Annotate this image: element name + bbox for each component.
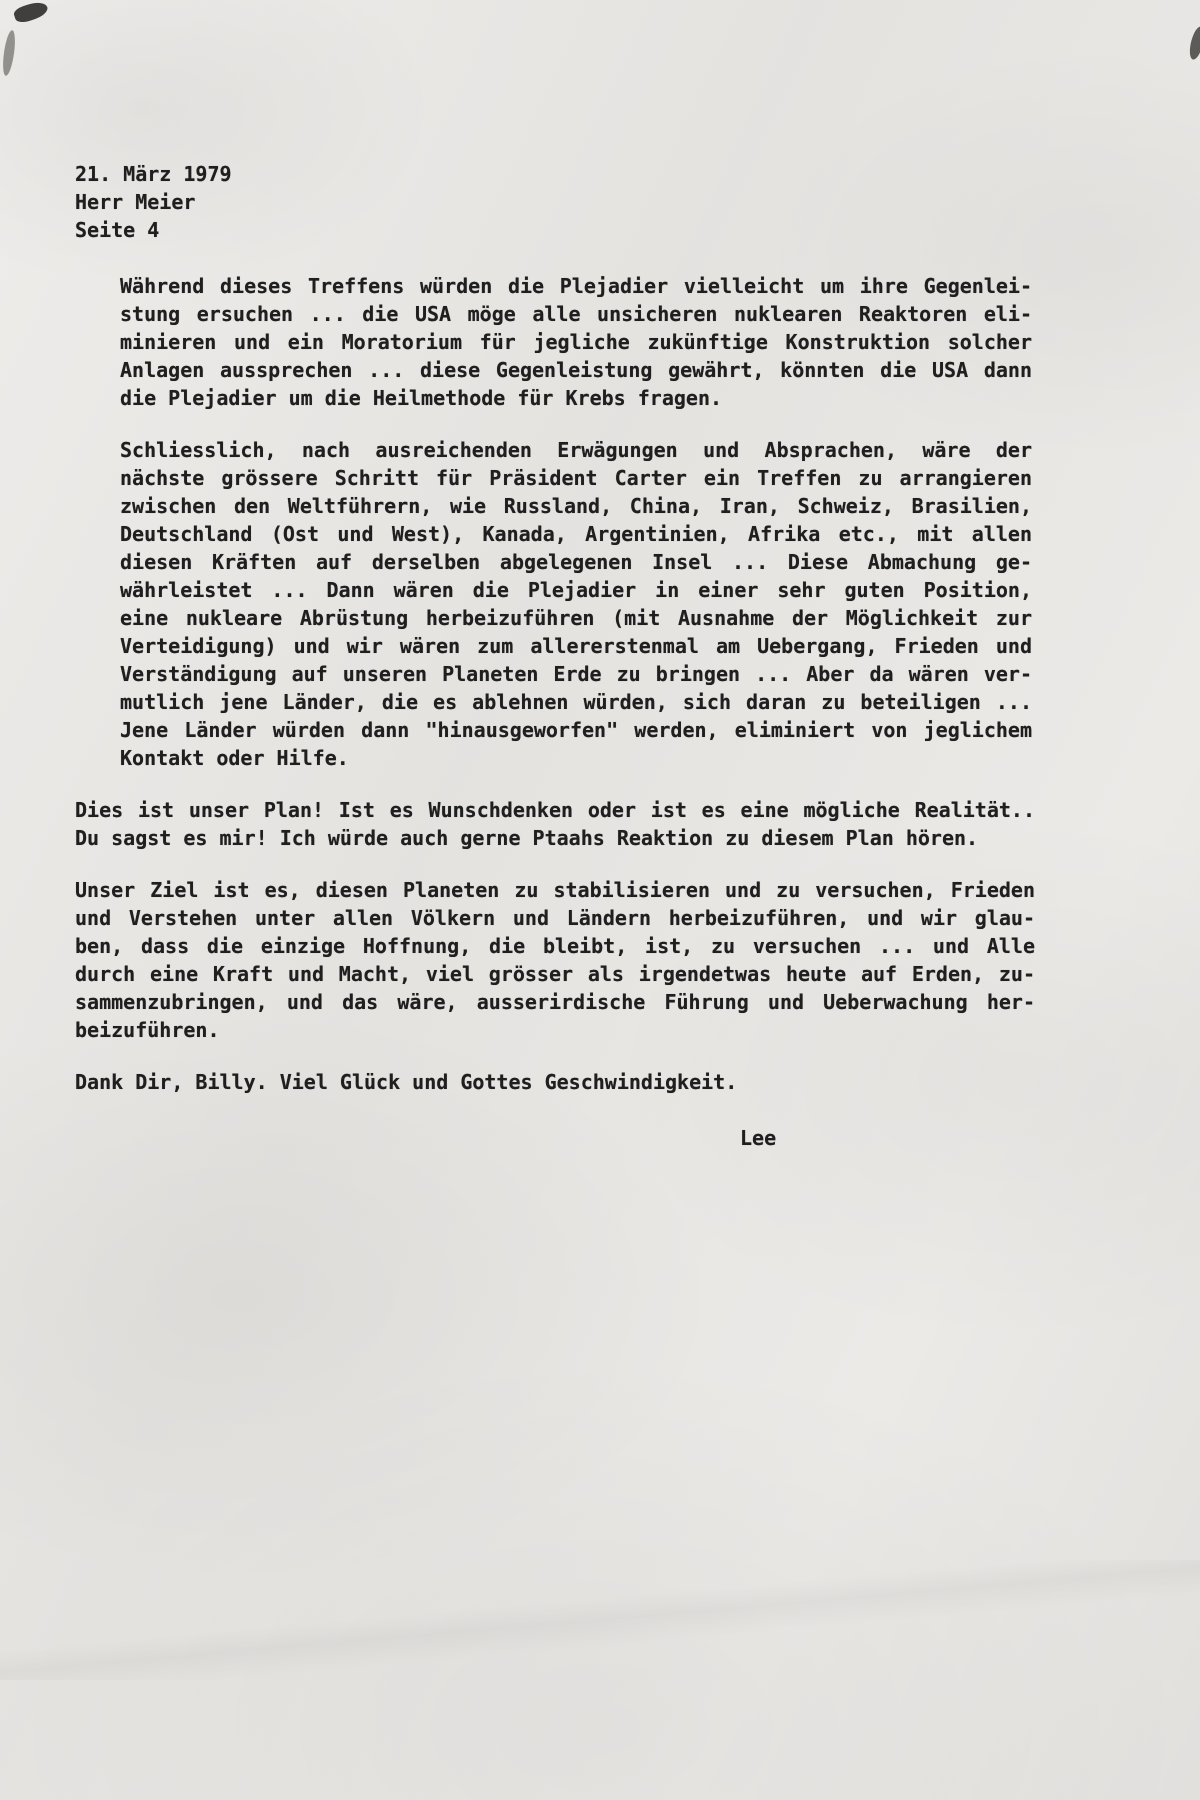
letter-body (75, 272, 1035, 1152)
text-line: Unser Ziel ist es, diesen Planeten zu stabilisieren und zu versuchen, Frieden (75, 878, 1035, 902)
text-line: zwischen den Weltführern, wie Russland, China, Iran, Schweiz, Brasilien, (120, 494, 1032, 518)
text-line: mutlich jene Länder, die es ablehnen würden, sich daran zu beteiligen ... (120, 690, 1032, 714)
text-line: Kontakt oder Hilfe. (120, 746, 349, 770)
paragraph (75, 876, 1035, 1044)
text-line: ben, dass die einzige Hoffnung, die bleibt, ist, zu versuchen ... und Alle (75, 934, 1035, 958)
paragraph (75, 796, 1035, 852)
text-line: Schliesslich, nach ausreichenden Erwägungen und Absprachen, wäre der (120, 438, 1032, 462)
header-page-number: Seite 4 (75, 218, 160, 242)
text-line: eine nukleare Abrüstung herbeizuführen (mit Ausnahme der Möglichkeit zur (120, 606, 1032, 630)
text-line: Dank Dir, Billy. Viel Glück und Gottes Geschwindigkeit. (75, 1070, 738, 1094)
text-line: Du sagst es mir! Ich würde auch gerne Ptaahs Reaktion zu diesem Plan hören. (75, 826, 979, 850)
paragraph (75, 1068, 1035, 1096)
signature: Lee (740, 1126, 777, 1150)
header-recipient: Herr Meier (75, 190, 196, 214)
text-line: Anlagen aussprechen ... diese Gegenleistung gewährt, könnten die USA dann (120, 358, 1032, 382)
text-line: nächste grössere Schritt für Präsident Carter ein Treffen zu arrangieren (120, 466, 1032, 490)
paragraph (120, 436, 1032, 772)
text-line: Während dieses Treffens würden die Plejadier vielleicht um ihre Gegenlei- (120, 274, 1032, 298)
paragraphs (75, 272, 1035, 1096)
text-line: stung ersuchen ... die USA möge alle unsicheren nuklearen Reaktoren eli- (120, 302, 1032, 326)
text-line: minieren und ein Moratorium für jegliche zukünftige Konstruktion solcher (120, 330, 1032, 354)
text-line: Jene Länder würden dann "hinausgeworfen" werden, eliminiert von jeglichem (120, 718, 1032, 742)
text-line: währleistet ... Dann wären die Plejadier in einer sehr guten Position, (120, 578, 1032, 602)
letter-header (75, 160, 232, 244)
header-date: 21. März 1979 (75, 162, 232, 186)
text-line: beizuführen. (75, 1018, 220, 1042)
text-line: diesen Kräften auf derselben abgelegenen Insel ... Diese Abmachung ge- (120, 550, 1032, 574)
paragraph (120, 272, 1032, 412)
text-line: sammenzubringen, und das wäre, ausserirdische Führung und Ueberwachung her- (75, 990, 1035, 1014)
text-line: Verteidigung) und wir wären zum allererstenmal am Uebergang, Frieden und (120, 634, 1032, 658)
text-line: Deutschland (Ost und West), Kanada, Argentinien, Afrika etc., mit allen (120, 522, 1032, 546)
text-line: die Plejadier um die Heilmethode für Krebs fragen. (120, 386, 723, 410)
text-line: durch eine Kraft und Macht, viel grösser als irgendetwas heute auf Erden, zu- (75, 962, 1035, 986)
text-line: und Verstehen unter allen Völkern und Ländern herbeizuführen, und wir glau- (75, 906, 1035, 930)
text-line: Verständigung auf unseren Planeten Erde zu bringen ... Aber da wären ver- (120, 662, 1032, 686)
text-line: Dies ist unser Plan! Ist es Wunschdenken oder ist es eine mögliche Realität.. (75, 798, 1035, 822)
